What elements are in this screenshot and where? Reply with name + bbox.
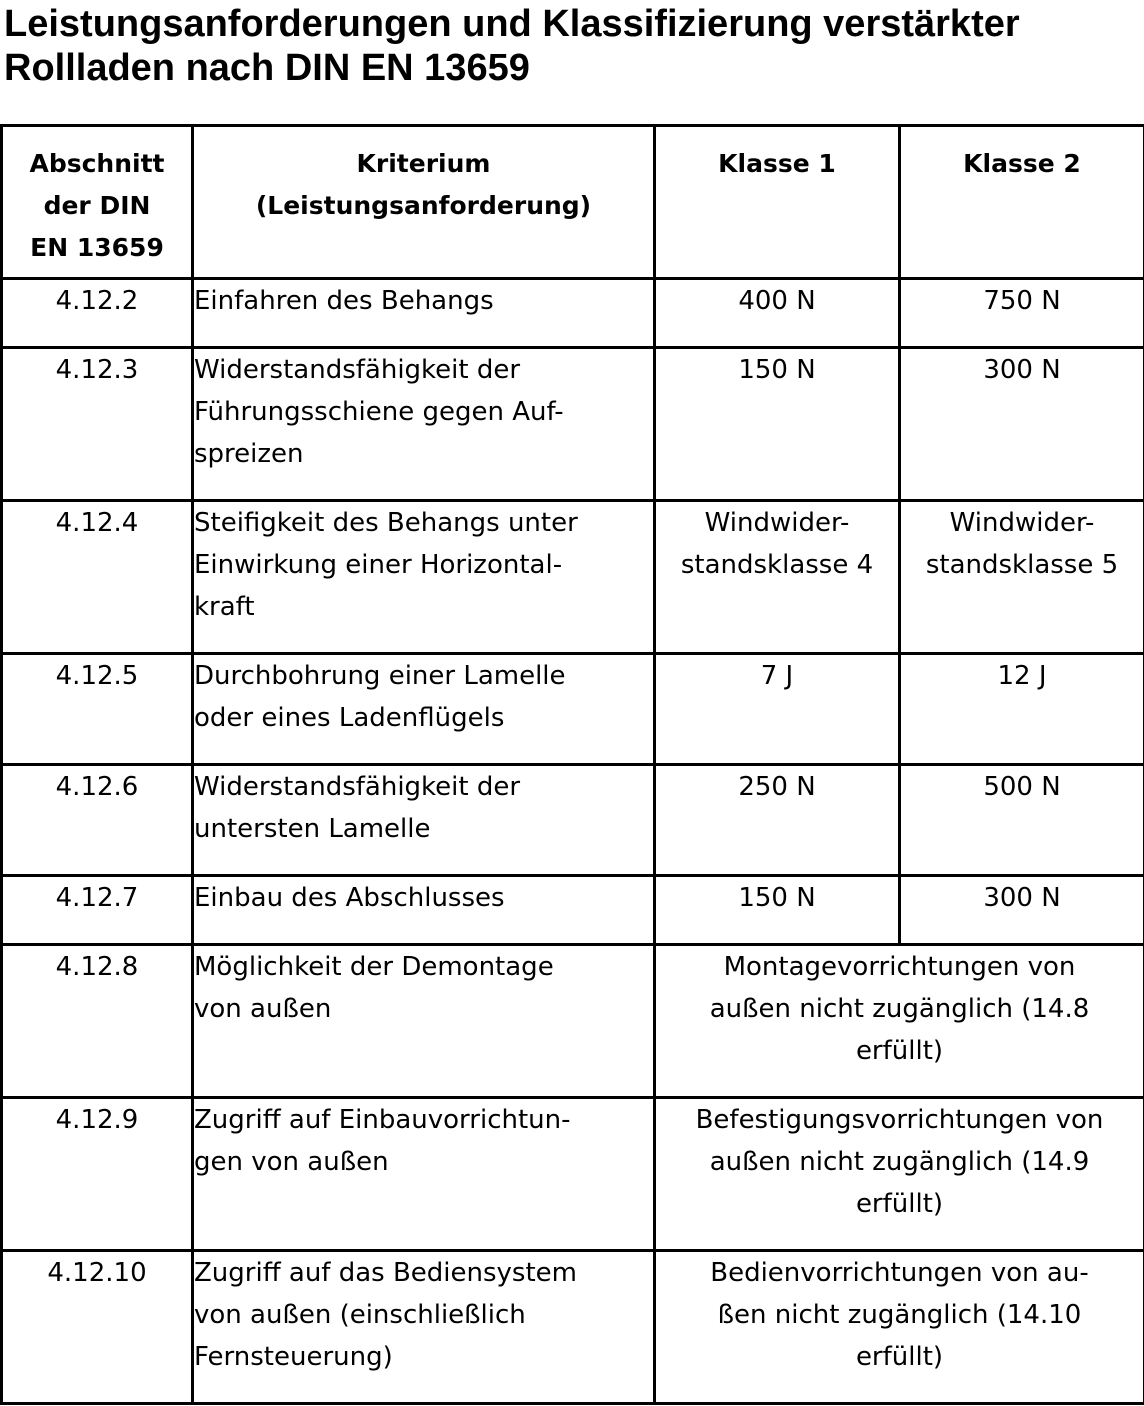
abschnitt-cell: 4.12.6 bbox=[2, 765, 193, 876]
abschnitt-cell: 4.12.9 bbox=[2, 1098, 193, 1251]
abschnitt-cell: 4.12.8 bbox=[2, 945, 193, 1098]
abschnitt-cell: 4.12.2 bbox=[2, 279, 193, 348]
table-header-row bbox=[2, 126, 1144, 279]
klasse-2-cell: 300 N bbox=[900, 876, 1144, 945]
table-row bbox=[2, 279, 1144, 348]
kriterium-cell: Einbau des Abschlusses bbox=[193, 876, 655, 945]
table-row bbox=[2, 654, 1144, 765]
header-klasse-1: Klasse 1 bbox=[655, 126, 900, 279]
kriterium-cell: Widerstandsfähigkeit der untersten Lamelle bbox=[193, 765, 655, 876]
kriterium-cell: Widerstandsfähigkeit der Führungsschiene gegen Auf- spreizen bbox=[193, 348, 655, 501]
document-title: Leistungsanforderungen und Klassifizierung verstärkter Rollladen nach DIN EN 13659 bbox=[4, 3, 1020, 89]
klasse-1-cell: 150 N bbox=[655, 876, 900, 945]
classification-table bbox=[0, 124, 1144, 1405]
abschnitt-cell: 4.12.4 bbox=[2, 501, 193, 654]
kriterium-cell: Durchbohrung einer Lamelle oder eines Ladenflügels bbox=[193, 654, 655, 765]
klasse-2-cell: Windwider- standsklasse 5 bbox=[900, 501, 1144, 654]
abschnitt-cell: 4.12.7 bbox=[2, 876, 193, 945]
klasse-1-cell: Windwider- standsklasse 4 bbox=[655, 501, 900, 654]
kriterium-cell: Möglichkeit der Demontage von außen bbox=[193, 945, 655, 1098]
klasse-merged-cell: Befestigungsvorrichtungen von außen nicht zugänglich (14.9 erfüllt) bbox=[655, 1098, 1144, 1251]
table-row bbox=[2, 1251, 1144, 1404]
klasse-1-cell: 250 N bbox=[655, 765, 900, 876]
kriterium-cell: Steifigkeit des Behangs unter Einwirkung einer Horizontal- kraft bbox=[193, 501, 655, 654]
klasse-2-cell: 500 N bbox=[900, 765, 1144, 876]
header-abschnitt: Abschnitt der DIN EN 13659 bbox=[2, 126, 193, 279]
table-row bbox=[2, 765, 1144, 876]
table-row bbox=[2, 945, 1144, 1098]
kriterium-cell: Zugriff auf Einbauvorrichtun- gen von außen bbox=[193, 1098, 655, 1251]
abschnitt-cell: 4.12.3 bbox=[2, 348, 193, 501]
klasse-1-cell: 7 J bbox=[655, 654, 900, 765]
kriterium-cell: Zugriff auf das Bediensystem von außen (einschließlich Fernsteuerung) bbox=[193, 1251, 655, 1404]
klasse-1-cell: 150 N bbox=[655, 348, 900, 501]
table-row bbox=[2, 876, 1144, 945]
table-row bbox=[2, 501, 1144, 654]
klasse-merged-cell: Bedienvorrichtungen von au- ßen nicht zugänglich (14.10 erfüllt) bbox=[655, 1251, 1144, 1404]
table-row bbox=[2, 348, 1144, 501]
klasse-1-cell: 400 N bbox=[655, 279, 900, 348]
klasse-2-cell: 750 N bbox=[900, 279, 1144, 348]
kriterium-cell: Einfahren des Behangs bbox=[193, 279, 655, 348]
abschnitt-cell: 4.12.5 bbox=[2, 654, 193, 765]
klasse-2-cell: 300 N bbox=[900, 348, 1144, 501]
abschnitt-cell: 4.12.10 bbox=[2, 1251, 193, 1404]
header-kriterium: Kriterium (Leistungsanforderung) bbox=[193, 126, 655, 279]
table-row bbox=[2, 1098, 1144, 1251]
klasse-merged-cell: Montagevorrichtungen von außen nicht zugänglich (14.8 erfüllt) bbox=[655, 945, 1144, 1098]
header-klasse-2: Klasse 2 bbox=[900, 126, 1144, 279]
klasse-2-cell: 12 J bbox=[900, 654, 1144, 765]
